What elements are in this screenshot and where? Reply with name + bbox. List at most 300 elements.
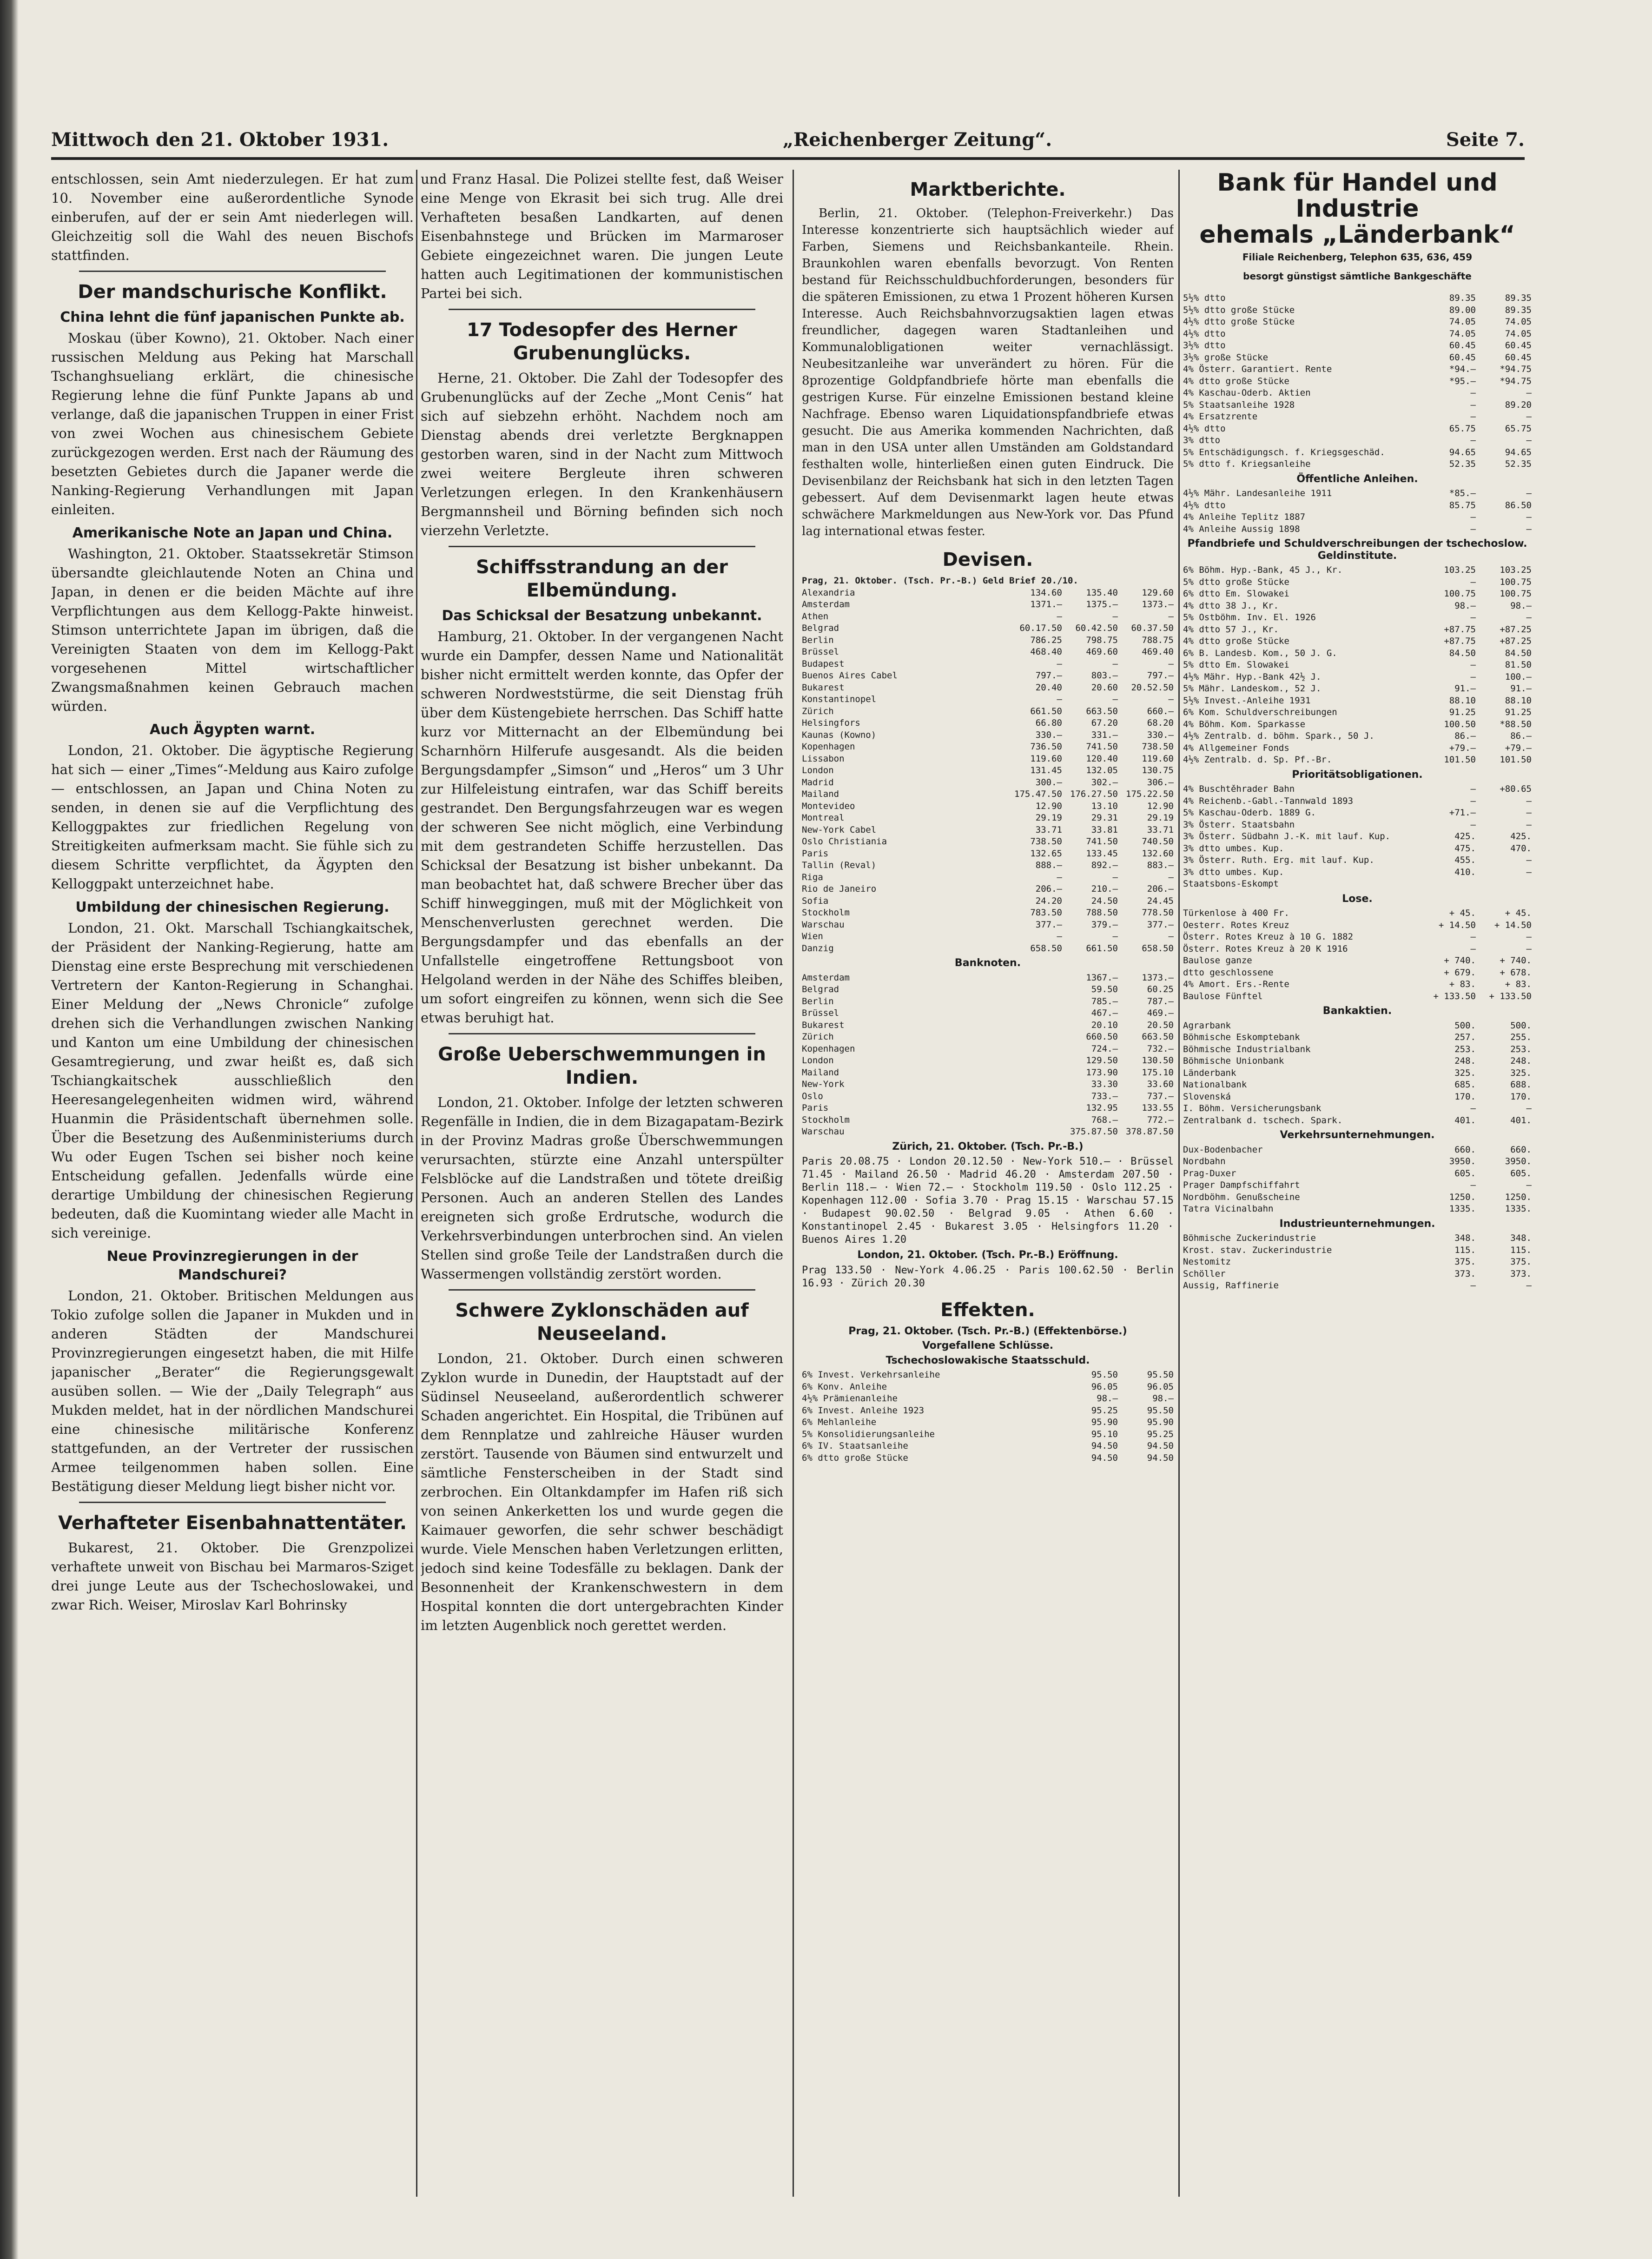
row-value: 100.75 [1500, 589, 1532, 599]
row-value: 60.17.50 [1019, 623, 1062, 633]
quotes-table [1183, 292, 1532, 470]
table-row [1183, 1168, 1532, 1180]
row-value: 88.10 [1505, 695, 1532, 706]
table-row [1183, 843, 1532, 855]
row-label: 5% Entschädigungsch. f. Kriegsgeschäd. [1183, 447, 1385, 457]
effekten-table [802, 1369, 1174, 1464]
row-value: 24.45 [1147, 895, 1174, 906]
row-value: 74.05 [1449, 317, 1476, 327]
row-label: London [802, 765, 834, 775]
row-label: 5% dtto f. Kriegsanleihe [1183, 459, 1311, 469]
row-value: 325. [1510, 1067, 1532, 1078]
row-label: Nordbahn [1183, 1156, 1226, 1166]
table-row [1183, 523, 1532, 536]
row-label: Tatra Vicinalbahn [1183, 1204, 1274, 1214]
row-value: — [1470, 1280, 1476, 1291]
table-row [1183, 991, 1532, 1003]
row-label: 6% B. Landesb. Kom., 50 J. G. [1183, 648, 1337, 658]
row-value: *94.75 [1500, 376, 1532, 386]
row-label: Madrid [802, 777, 834, 788]
row-value: 65.75 [1449, 423, 1476, 434]
row-label: Prag-Duxer [1183, 1168, 1236, 1179]
row-label: Warschau [802, 919, 845, 930]
table-row [1183, 1280, 1532, 1292]
row-value: 20.60 [1091, 682, 1118, 693]
row-value: 661.50 [1086, 943, 1118, 954]
devisen-table [802, 587, 1174, 955]
row-value: 377.— [1147, 919, 1174, 930]
row-value: — [1057, 694, 1062, 704]
row-label: 5% Staatsanleihe 1928 [1183, 399, 1295, 410]
table-row [1183, 867, 1532, 879]
row-value: 98.— [1152, 1393, 1174, 1404]
table-section-title: Zürich, 21. Oktober. (Tsch. Pr.-B.) [892, 1140, 1084, 1153]
row-label: Agrarbank [1183, 1020, 1231, 1031]
row-label: 3½% dtto [1183, 340, 1226, 351]
quotes-table [1183, 1232, 1532, 1292]
row-label: 4½% dtto [1183, 423, 1226, 434]
row-value: 59.50 [1091, 984, 1118, 994]
row-value: +87.75 [1444, 624, 1476, 635]
row-label: Bukarest [802, 1020, 845, 1030]
table-row [802, 1102, 1174, 1114]
headline: Der mandschurische Konflikt. [78, 281, 387, 303]
row-value: 883.— [1147, 860, 1174, 870]
table-row [802, 1043, 1174, 1055]
table-row [802, 824, 1174, 836]
row-value: 170. [1510, 1091, 1532, 1102]
table-section-title: Vorgefallene Schlüsse. [922, 1340, 1054, 1351]
row-value: 660. [1454, 1144, 1476, 1155]
table-row [802, 919, 1174, 931]
row-value: 605. [1454, 1168, 1476, 1179]
row-value: 375. [1454, 1257, 1476, 1267]
row-value: — [1168, 872, 1174, 882]
row-label: Oslo Christiania [802, 836, 887, 847]
row-value: — [1057, 931, 1062, 941]
row-label: Länderbank [1183, 1067, 1236, 1078]
table-row [1183, 411, 1532, 423]
row-label: Österr. Rotes Kreuz à 20 K 1916 [1183, 943, 1348, 954]
row-value: 736.50 [1030, 742, 1062, 752]
row-value: 425. [1510, 831, 1532, 841]
table-row [1183, 707, 1532, 719]
row-value: 1367.— [1086, 972, 1118, 983]
article-text: London, 21. Oktober. Die ägyptische Regierung hat sich — einer „Times“-Meldung aus Kairo zufolge — entschlossen, an Japan und China Noten zu senden, in denen sie auf die Verpflichtung des Kelloggpaktes zur friedlichen Regelung von Streitigkeiten aufmerksam macht. Sie fühle sich zu diesem Schritte verpflichtet, da Ägypten den Kelloggpakt unterzeichnet habe. [51, 742, 414, 892]
row-value: 248. [1454, 1056, 1476, 1066]
table-row [1183, 943, 1532, 955]
separator [449, 1033, 755, 1034]
row-value: 91.25 [1449, 707, 1476, 717]
row-label: Sofia [802, 895, 829, 906]
column-divider [1178, 170, 1180, 2197]
row-label: 4% Anleihe Teplitz 1887 [1183, 512, 1306, 522]
table-row [1183, 340, 1532, 352]
row-value: — [1526, 1280, 1532, 1291]
bank-ad-title: Bank für Handel und Industrie [1217, 170, 1498, 223]
headline: 17 Todesopfer des Herner Grubenunglücks. [466, 319, 738, 364]
article-text: London, 21. Okt. Marschall Tschiangkaitschek, der Präsident der Nanking-Regierung, hatte am Dienstag eine erste Besprechung mit verschiedenen Vertretern der Kanton-Regierung in Schanghai. Einer Meldung der „News Chronicle“ zufolge drehen sich die Verhandlungen zwischen Nanking und Kanton um eine Umbildung der chinesischen Gesamtregierung, und zwar heißt es, daß sich Tschiangkaitschek ausschließlich den Heeresangelegenheiten widmen wird, während Huanmin die Präsidentschaft übernehmen solle. Über die Besetzung des Außenministeriums durch Wu oder Eugen Tschen sei bisher noch keine Entscheidung gefallen. Jedenfalls würde eine derartige Umbildung der chinesischen Regierung bedeuten, daß die Kuomintang wieder alle Macht in sich vereinige. [51, 920, 414, 1241]
row-value: 94.50 [1147, 1441, 1174, 1451]
row-value: 84.50 [1449, 648, 1476, 658]
row-label: Nestomitz [1183, 1257, 1231, 1267]
row-label: 4½% Mähr. Hyp.-Bank 42½ J. [1183, 671, 1322, 682]
row-value: 1335. [1449, 1204, 1476, 1214]
table-row [1183, 1179, 1532, 1192]
row-value: 660.— [1147, 706, 1174, 716]
row-value: 741.50 [1086, 742, 1118, 752]
row-value: 100.75 [1444, 589, 1476, 599]
row-label: Montreal [802, 813, 845, 823]
row-value: *94.— [1449, 364, 1476, 374]
bank-ad-title-2: ehemals „Länderbank“ [1199, 221, 1515, 249]
row-label: Paris [802, 848, 829, 859]
row-value: 661.50 [1030, 706, 1062, 716]
table-section-title: Prag, 21. Oktober. (Tsch. Pr.-B.) (Effektenbörse.) [848, 1325, 1127, 1337]
row-label: Lissabon [802, 753, 845, 764]
table-row [802, 1429, 1174, 1441]
row-value: 175.10 [1142, 1067, 1174, 1078]
row-label: 6% Konv. Anleihe [802, 1381, 887, 1392]
row-label: Paris [802, 1103, 829, 1113]
separator [449, 309, 755, 310]
row-value: + 14.50 [1438, 920, 1476, 930]
row-value: 84.50 [1505, 648, 1532, 658]
table-row [802, 1369, 1174, 1381]
row-value: 785.— [1091, 996, 1118, 1007]
row-label: Alexandria [802, 587, 855, 598]
row-value: — [1526, 523, 1532, 534]
table-row [802, 907, 1174, 919]
row-value: — [1112, 931, 1118, 941]
row-value: — [1470, 612, 1476, 623]
article-text: London, 21. Oktober. Durch einen schweren Zyklon wurde in Dunedin, der Hauptstadt auf der Südinsel Neuseeland, außerordentlich schwerer Schaden angerichtet. Ein Hospital, die Tribünen auf dem Rennplatze und zahlreiche Häuser wurden zerstört. Tausende von Bäumen sind entwurzelt und sämtliche Fensterscheiben in der Stadt sind zerbrochen. Ein Oltankdampfer im Hafen riß sich von seinen Ankerketten los und wurde gegen die Kaimauer geworfen, die sehr schwer beschädigt wurde. Viele Menschen haben Verletzungen erlitten, jedoch sind keine Todesfälle zu beklagen. Dank der Besonnenheit der Krankenschwestern in dem Hospital konnten die dort untergebrachten Kinder im letzten Augenblick noch gerettet werden. [421, 1351, 783, 1633]
table-row [1183, 576, 1532, 589]
row-value: 33.81 [1091, 824, 1118, 835]
quotes-table [1183, 1144, 1532, 1215]
row-value: 29.31 [1091, 813, 1118, 823]
row-value: — [1526, 512, 1532, 522]
row-value: — [1057, 658, 1062, 669]
row-value: + 133.50 [1433, 991, 1476, 1001]
row-value: — [1112, 658, 1118, 669]
row-value: 410. [1454, 867, 1476, 877]
table-row [1183, 920, 1532, 932]
banknoten-table [802, 972, 1174, 1138]
article-text: Hamburg, 21. Oktober. In der vergangenen Nacht wurde ein Dampfer, dessen Name und Nationalität bisher nicht ermittelt werden konnte, das Opfer der schweren Nordweststürme, die seit Dienstag früh über dem Küstengebiete herrschen. Das Schiff hatte kurz vor Mitternacht an der Elbemündung bei Scharnhörn Hilferufe ausgesandt. Als die beiden Bergungsdampfer „Simson“ und „Heros“ um 3 Uhr zur Hilfeleistung eintrafen, war das Schiff bereits gestrandet. Den Bergungsfahrzeugen war es wegen der schweren See nicht möglich, eine Verbindung mit dem gestrandeten Schiffe herzustellen. Das Schicksal der Besatzung ist bisher unbekannt. Da man beobachtet hat, daß schwere Brecher über das Schiff hinweggingen, muß mit der Möglichkeit von Menschenverlusten gerechnet werden. Die Bergungsdampfer und das ebenfalls an der Unfallstelle eingetroffene Rettungsboot von Helgoland werden in der Nähe des Schiffes bleiben, um sofort eingreifen zu können, wenn sich die See etwas beruhigt hat. [421, 629, 783, 1026]
row-value: + 740. [1444, 955, 1476, 966]
row-label: Österr. Rotes Kreuz à 10 G. 1882 [1183, 932, 1354, 942]
table-section-title: Bankaktien. [1322, 1005, 1392, 1017]
row-label: 6% IV. Staatsanleihe [802, 1441, 908, 1451]
table-row [802, 623, 1174, 635]
row-label: 4% dtto große Stücke [1183, 636, 1289, 646]
row-value: *94.75 [1500, 364, 1532, 374]
table-row [1183, 600, 1532, 612]
row-value: 20.40 [1035, 682, 1062, 693]
row-value: 20.10 [1091, 1020, 1118, 1030]
row-value: 325. [1454, 1067, 1476, 1078]
table-row [1183, 488, 1532, 500]
row-value: 12.90 [1035, 801, 1062, 811]
row-label: 6% Invest. Anleihe 1923 [802, 1405, 925, 1416]
row-value: — [1526, 943, 1532, 954]
row-value: 3950. [1449, 1156, 1476, 1166]
article-text: Herne, 21. Oktober. Die Zahl der Todesopfer des Grubenunglücks auf der Zeche „Mont Cenis“ hat sich auf siebzehn erhöht. Nachdem noch am Dienstag abends drei verletzte Bergknappen gestorben waren, sind in der Nacht zum Mittwoch zwei weitere Bergleute ihren schweren Verletzungen erlegen. In den Krankenhäusern Bergmannsheil und Börning befinden sich noch vierzehn Verletzte. [421, 370, 783, 538]
page-header [51, 126, 1525, 153]
row-value: 131.45 [1030, 765, 1062, 775]
row-label: Nationalbank [1183, 1080, 1247, 1090]
table-row [1183, 435, 1532, 447]
row-value: 74.05 [1449, 328, 1476, 339]
row-value: +87.25 [1500, 636, 1532, 646]
row-value: 86.— [1454, 731, 1476, 741]
row-value: — [1526, 808, 1532, 818]
row-value: 95.50 [1147, 1405, 1174, 1416]
table-row [1183, 648, 1532, 660]
table-row [802, 848, 1174, 860]
table-row [1183, 695, 1532, 707]
row-label: Böhmische Unionbank [1183, 1056, 1284, 1066]
row-value: 1250. [1449, 1192, 1476, 1202]
row-value: — [1168, 931, 1174, 941]
table-row [1183, 855, 1532, 867]
row-label: 3% dtto umbes. Kup. [1183, 843, 1284, 854]
table-row [802, 729, 1174, 742]
scan-edge [0, 0, 19, 2259]
row-value: 91.25 [1505, 707, 1532, 717]
row-label: 5% dtto große Stücke [1183, 576, 1289, 587]
row-value: 257. [1454, 1032, 1476, 1042]
row-label: 3% dtto umbes. Kup. [1183, 867, 1284, 877]
row-value: 1373.— [1142, 599, 1174, 609]
table-row [1183, 908, 1532, 920]
row-value: 170. [1454, 1091, 1476, 1102]
table-row [802, 1417, 1174, 1429]
row-value: 786.25 [1030, 635, 1062, 645]
table-row [1183, 1091, 1532, 1103]
row-value: 85.75 [1449, 500, 1476, 510]
table-row [1183, 305, 1532, 317]
table-row [1183, 719, 1532, 731]
subheadline: Neue Provinzregierungen in der Mandschurei? [106, 1248, 358, 1283]
table-row [802, 996, 1174, 1008]
row-value: 129.60 [1142, 587, 1174, 598]
article-text: London, 21. Oktober. Infolge der letzten schweren Regenfälle in Indien, die in dem Bizagapatam-Bezirk in der Provinz Madras große Überschwemmungen verursachten, stürzte eine Anzahl unterspülter Felsblöcke auf die Landstraßen und tötete dreißig Personen. Auch an anderen Stellen des Landes ereigneten sich große Erdrutsche, wodurch die Verkehrsverbindungen unterbrochen sind. An vielen Stellen sind große Teile der Landstraßen durch die Wassermengen vollständig zerstört worden. [421, 1094, 783, 1282]
row-label: Riga [802, 872, 823, 882]
row-value: 134.60 [1030, 587, 1062, 598]
table-row [1183, 1067, 1532, 1080]
table-section-title: London, 21. Oktober. (Tsch. Pr.-B.) Eröffnung. [857, 1249, 1118, 1261]
table-row [1183, 1103, 1532, 1115]
table-row [802, 1126, 1174, 1138]
row-value: 33.60 [1147, 1079, 1174, 1089]
table-row [802, 1007, 1174, 1020]
table-row [802, 1405, 1174, 1417]
headline: Effekten. [940, 1299, 1035, 1321]
row-label: Krost. stav. Zuckerindustrie [1183, 1245, 1332, 1255]
row-label: 4½% Prämienanleihe [802, 1393, 898, 1404]
row-value: 738.50 [1142, 742, 1174, 752]
table-row [802, 943, 1174, 955]
table-row [1183, 931, 1532, 943]
table-row [802, 812, 1174, 824]
row-value: + 83. [1505, 979, 1532, 989]
separator [449, 546, 755, 547]
row-value: + 45. [1449, 908, 1476, 918]
row-value: 103.25 [1444, 565, 1476, 575]
row-value: 89.35 [1505, 293, 1532, 303]
row-value: 24.50 [1091, 895, 1118, 906]
row-value: 119.60 [1030, 753, 1062, 764]
quotes-table [1183, 564, 1532, 766]
table-row [1183, 1032, 1532, 1044]
row-value: 1250. [1505, 1192, 1532, 1202]
column-divider [793, 170, 794, 2197]
headline: Große Ueberschwemmungen in Indien. [438, 1044, 766, 1088]
table-row [1183, 831, 1532, 843]
row-value: — [1470, 1180, 1476, 1190]
row-value: 66.80 [1035, 718, 1062, 728]
row-label: Baulose ganze [1183, 955, 1252, 966]
column-1 [51, 170, 414, 2197]
row-value: + 678. [1500, 967, 1532, 978]
row-label: Athen [802, 611, 829, 622]
subheadline: China lehnt die fünf japanischen Punkte ab. [60, 309, 405, 325]
headline: Devisen. [942, 549, 1033, 570]
row-value: + 83. [1449, 979, 1476, 989]
table-row [802, 1393, 1174, 1405]
row-value: 741.50 [1086, 836, 1118, 847]
row-value: 52.35 [1505, 459, 1532, 469]
row-value: 660.50 [1086, 1032, 1118, 1042]
table-section-title: Pfandbriefe und Schuldverschreibungen der tschechoslow. Geldinstitute. [1187, 538, 1527, 562]
column-4 [1183, 170, 1532, 2197]
row-value: 95.90 [1091, 1417, 1118, 1427]
row-value: + 740. [1500, 955, 1532, 966]
row-value: 253. [1454, 1044, 1476, 1054]
article-text: Bukarest, 21. Oktober. Die Grenzpolizei verhaftete unweit von Bischau bei Marmaros-Sziget drei junge Leute aus der Tschechoslowakei, und zwar Rich. Weiser, Miroslav Karl Bohrinsky [51, 1540, 414, 1613]
row-value: 468.40 [1030, 647, 1062, 657]
row-value: 132.65 [1030, 848, 1062, 859]
table-row [1183, 783, 1532, 795]
row-value: 33.71 [1147, 824, 1174, 835]
table-row [1183, 683, 1532, 695]
headline: Schwere Zyklonschäden auf Neuseeland. [455, 1300, 749, 1345]
row-value: 724.— [1091, 1043, 1118, 1054]
row-label: Mailand [802, 789, 839, 799]
row-value: 29.19 [1035, 813, 1062, 823]
row-value: 892.— [1091, 860, 1118, 870]
row-value: 12.90 [1147, 801, 1174, 811]
row-value: 740.50 [1142, 836, 1174, 847]
row-label: Aussig, Raffinerie [1183, 1280, 1279, 1291]
separator [79, 1502, 386, 1503]
table-row [1183, 1144, 1532, 1156]
row-label: 3% dtto [1183, 435, 1221, 445]
row-value: 772.— [1147, 1114, 1174, 1125]
row-label: 4½% Zentralb. d. böhm. Spark., 50 J. [1183, 731, 1374, 741]
row-value: 206.— [1035, 884, 1062, 894]
row-value: — [1526, 1180, 1532, 1190]
table-row [1183, 1156, 1532, 1168]
bank-ad-branch: Filiale Reichenberg, Telephon 635, 636, 459 [1242, 252, 1473, 263]
row-value: 738.50 [1030, 836, 1062, 847]
row-label: 3% Österr. Staatsbahn [1183, 819, 1295, 830]
row-label: Wien [802, 931, 823, 941]
table-row [802, 931, 1174, 943]
row-value: + 45. [1505, 908, 1532, 918]
row-label: 5½% Invest.-Anleihe 1931 [1183, 695, 1311, 706]
table-row [1183, 967, 1532, 979]
column-2 [421, 170, 783, 2197]
table-row [1183, 292, 1532, 305]
row-value: 470. [1510, 843, 1532, 854]
row-label: Oesterr. Rotes Kreuz [1183, 920, 1289, 930]
row-label: 5½% dtto große Stücke [1183, 305, 1295, 315]
row-value: +87.75 [1444, 636, 1476, 646]
header-page-number: Seite 7. [1446, 128, 1525, 151]
table-row [802, 836, 1174, 848]
table-row [802, 706, 1174, 718]
row-label: 5% Konsolidierungsanleihe [802, 1429, 935, 1439]
table-row [1183, 1020, 1532, 1032]
row-label: 6% dtto große Stücke [802, 1452, 908, 1463]
table-row [1183, 1079, 1532, 1091]
row-value: 60.25 [1147, 984, 1174, 994]
row-value: 663.50 [1086, 706, 1118, 716]
row-value: 89.20 [1505, 399, 1532, 410]
row-value: 378.87.50 [1126, 1126, 1174, 1137]
table-row [802, 1381, 1174, 1393]
row-value: 91.— [1510, 683, 1532, 694]
row-value: + 133.50 [1489, 991, 1532, 1001]
table-row [802, 1452, 1174, 1464]
row-value: 778.50 [1142, 908, 1174, 918]
table-row [802, 895, 1174, 908]
row-value: 248. [1510, 1056, 1532, 1066]
row-value: 74.05 [1505, 317, 1532, 327]
row-label: 4½% dtto [1183, 500, 1226, 510]
row-value: — [1470, 523, 1476, 534]
row-value: 797.— [1035, 670, 1062, 681]
row-label: Berlin [802, 996, 834, 1007]
row-value: 175.47.50 [1014, 789, 1062, 799]
subheadline: Umbildung der chinesischen Regierung. [75, 899, 390, 915]
row-value: 60.37.50 [1131, 623, 1174, 633]
row-value: 379.— [1091, 919, 1118, 930]
row-value: — [1526, 435, 1532, 445]
row-value: 98.— [1097, 1393, 1118, 1404]
table-row [1183, 447, 1532, 459]
row-label: Konstantinopel [802, 694, 877, 704]
row-value: 86.50 [1505, 500, 1532, 510]
table-section-title: Industrieunternehmungen. [1279, 1218, 1435, 1230]
row-value: — [1112, 872, 1118, 882]
subheadline: Auch Ägypten warnt. [149, 722, 316, 738]
row-value: 173.90 [1086, 1067, 1118, 1078]
row-label: Warschau [802, 1126, 845, 1137]
row-label: 4½% Mähr. Landesanleihe 1911 [1183, 488, 1332, 498]
table-row [1183, 1256, 1532, 1268]
row-label: Böhmische Zuckerindustrie [1183, 1233, 1316, 1243]
table-row [802, 1020, 1174, 1032]
row-value: 20.52.50 [1131, 682, 1174, 693]
table-section-title: Prioritätsobligationen. [1292, 768, 1423, 781]
row-value: 377.— [1035, 919, 1062, 930]
row-label: 4% Kaschau-Oderb. Aktien [1183, 388, 1311, 398]
table-row [1183, 636, 1532, 648]
